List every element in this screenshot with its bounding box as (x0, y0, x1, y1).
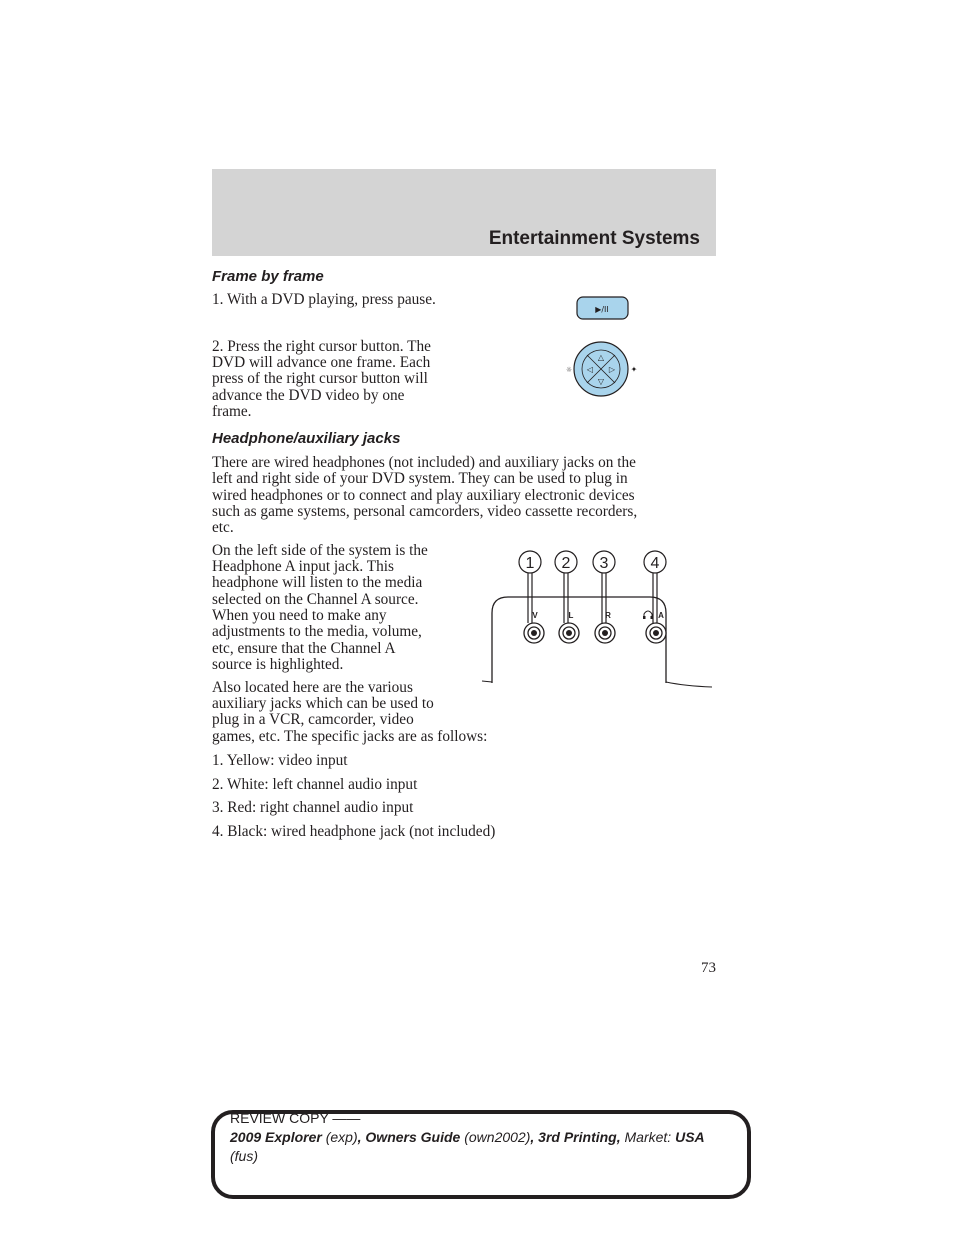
frame-step-2-line: press of the right cursor button will (212, 370, 428, 387)
jack-list-item: 1. Yellow: video input (212, 752, 348, 769)
also-line: Also located here are the various (212, 679, 413, 696)
jack-label-a: A (658, 611, 664, 620)
intro-line: such as game systems, personal camcorders, video cassette recorders, (212, 503, 638, 520)
frame-step-2-line: 2. Press the right cursor button. The (212, 338, 431, 355)
cursor-up-icon: △ (597, 353, 605, 362)
svg-text:4: 4 (650, 555, 660, 572)
footer-printing: , 3rd Printing, (530, 1129, 621, 1145)
cursor-left-icon: ◁ (586, 365, 594, 374)
callout-2 (555, 551, 577, 573)
jack-panel-diagram (480, 545, 715, 690)
jack-video (524, 623, 544, 643)
callout-1 (519, 551, 541, 573)
left-side-line: source is highlighted. (212, 656, 344, 673)
left-side-line: When you need to make any (212, 607, 387, 624)
jack-label-v: V (532, 611, 538, 620)
play-pause-button-illustration (576, 296, 630, 321)
panel-edge-line (482, 681, 712, 687)
jack-list-item: 3. Red: right channel audio input (212, 799, 414, 816)
play-pause-icon: ▶/II (595, 305, 609, 314)
footer-guide-code: (own2002) (460, 1129, 531, 1145)
svg-text:2: 2 (561, 555, 571, 572)
frame-step-2-line: frame. (212, 403, 252, 420)
jack-audio-right (595, 623, 615, 643)
frame-by-frame-heading: Frame by frame (212, 268, 324, 285)
svg-text:1: 1 (525, 555, 535, 572)
jack-label-r: R (605, 611, 611, 620)
jack-headphone (646, 623, 666, 643)
headphone-jacks-heading: Headphone/auxiliary jacks (212, 430, 401, 447)
svg-text:3: 3 (599, 555, 609, 572)
callout-4 (644, 551, 666, 573)
jack-panel-outline (492, 597, 666, 683)
jack-list-item: 2. White: left channel audio input (212, 776, 418, 793)
page-number: 73 (701, 960, 716, 976)
footer-market-code: (fus) (230, 1148, 258, 1164)
footer-market-label: Market: (620, 1129, 676, 1145)
callout-3 (593, 551, 615, 573)
footer-guide: , Owners Guide (357, 1129, 461, 1145)
left-side-line: On the left side of the system is the (212, 542, 428, 559)
headphone-icon (643, 611, 653, 619)
footer-model: 2009 Explorer (230, 1129, 322, 1145)
frame-step-1: 1. With a DVD playing, press pause. (212, 291, 436, 308)
cursor-pad-illustration (564, 340, 638, 398)
jack-list-item: 4. Black: wired headphone jack (not included) (212, 823, 496, 840)
intro-line: wired headphones or to connect and play auxiliary electronic devices (212, 487, 635, 504)
brightness-down-icon: ☼ (565, 366, 573, 374)
jack-label-l: L (568, 611, 574, 620)
left-side-line: adjustments to the media, volume, (212, 623, 422, 640)
left-side-line: etc, ensure that the Channel A (212, 640, 396, 657)
brightness-up-icon: ✦ (630, 365, 638, 374)
header-band (212, 169, 716, 256)
frame-step-2-line: advance the DVD video by one (212, 387, 405, 404)
also-line: games, etc. The specific jacks are as follows: (212, 728, 488, 745)
footer-review-note (230, 1110, 740, 1166)
left-side-line: headphone will listen to the media (212, 574, 423, 591)
also-line: plug in a VCR, camcorder, video (212, 711, 414, 728)
footer-market: USA (675, 1129, 705, 1145)
frame-step-2-line: DVD will advance one frame. Each (212, 354, 431, 371)
page-section-title: Entertainment Systems (488, 228, 700, 249)
footer-review-label: REVIEW COPY —— (230, 1110, 361, 1126)
cursor-right-icon: ▷ (608, 365, 616, 374)
intro-line: etc. (212, 519, 234, 536)
left-side-line: Headphone A input jack. This (212, 558, 394, 575)
cursor-down-icon: ▽ (597, 377, 605, 386)
also-line: auxiliary jacks which can be used to (212, 695, 434, 712)
jack-audio-left (559, 623, 579, 643)
left-side-line: selected on the Channel A source. (212, 591, 419, 608)
intro-line: left and right side of your DVD system. They can be used to plug in (212, 470, 628, 487)
intro-line: There are wired headphones (not included) and auxiliary jacks on the (212, 454, 636, 471)
footer-model-code: (exp) (321, 1129, 358, 1145)
